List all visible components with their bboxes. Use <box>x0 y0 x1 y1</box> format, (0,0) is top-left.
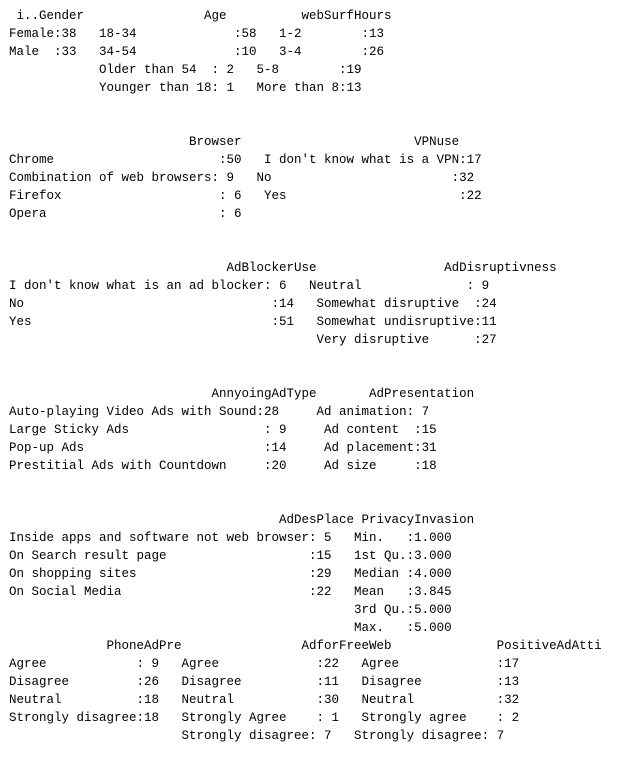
console-line: Auto-playing Video Ads with Sound:28 Ad animation: 7 <box>9 405 452 419</box>
console-line: Browser VPNuse <box>9 135 475 149</box>
console-line: AnnyoingAdType AdPresentation <box>9 387 475 401</box>
console-line: Older than 54 : 2 5-8 :19 <box>9 63 377 77</box>
console-line: Firefox : 6 Yes :22 <box>9 189 497 203</box>
console-line: No :14 Somewhat disruptive :24 <box>9 297 520 311</box>
console-line: On Search result page :15 1st Qu.:3.000 <box>9 549 467 563</box>
console-line: i..Gender Age webSurfHours <box>9 9 392 23</box>
console-line: Male :33 34-54 :10 3-4 :26 <box>9 45 400 59</box>
console-line: Younger than 18: 1 More than 8:13 <box>9 81 377 95</box>
console-line: Very disruptive :27 <box>9 333 520 347</box>
console-line <box>9 115 602 133</box>
console-line: Max. :5.000 <box>9 621 467 635</box>
console-line: Female:38 18-34 :58 1-2 :13 <box>9 27 400 41</box>
console-line: I don't know what is an ad blocker: 6 Neutral : 9 <box>9 279 512 293</box>
console-line: AdDesPlace PrivacyInvasion <box>9 513 475 527</box>
console-line: Chrome :50 I don't know what is a VPN:17 <box>9 153 497 167</box>
console-line <box>9 241 602 259</box>
console-line: Strongly disagree: 7 Strongly disagree: 7 <box>9 729 527 743</box>
console-line <box>9 367 602 385</box>
console-line <box>9 97 602 115</box>
console-output <box>9 7 602 745</box>
console-line: Large Sticky Ads : 9 Ad content :15 <box>9 423 460 437</box>
console-line <box>9 349 602 367</box>
console-line: Agree : 9 Agree :22 Agree :17 <box>9 657 542 671</box>
console-line: On Social Media :22 Mean :3.845 <box>9 585 467 599</box>
console-line: Neutral :18 Neutral :30 Neutral :32 <box>9 693 542 707</box>
console-line: Yes :51 Somewhat undisruptive:11 <box>9 315 520 329</box>
console-line <box>9 223 602 241</box>
console-line: Disagree :26 Disagree :11 Disagree :13 <box>9 675 542 689</box>
console-line: Prestitial Ads with Countdown :20 Ad size :18 <box>9 459 460 473</box>
console-line: Strongly disagree:18 Strongly Agree : 1 Strongly agree : 2 <box>9 711 542 725</box>
console-line: 3rd Qu.:5.000 <box>9 603 467 617</box>
console-line <box>9 475 602 493</box>
console-line: Pop-up Ads :14 Ad placement:31 <box>9 441 460 455</box>
console-line: Opera : 6 <box>9 207 497 221</box>
console-line: On shopping sites :29 Median :4.000 <box>9 567 467 581</box>
console-line: Combination of web browsers: 9 No :32 <box>9 171 490 185</box>
console-line: PhoneAdPre AdforFreeWeb PositiveAdAtti <box>9 639 602 653</box>
console-line <box>9 493 602 511</box>
console-line: AdBlockerUse AdDisruptivness <box>9 261 557 275</box>
console-line: Inside apps and software not web browser: 5 Min. :1.000 <box>9 531 467 545</box>
